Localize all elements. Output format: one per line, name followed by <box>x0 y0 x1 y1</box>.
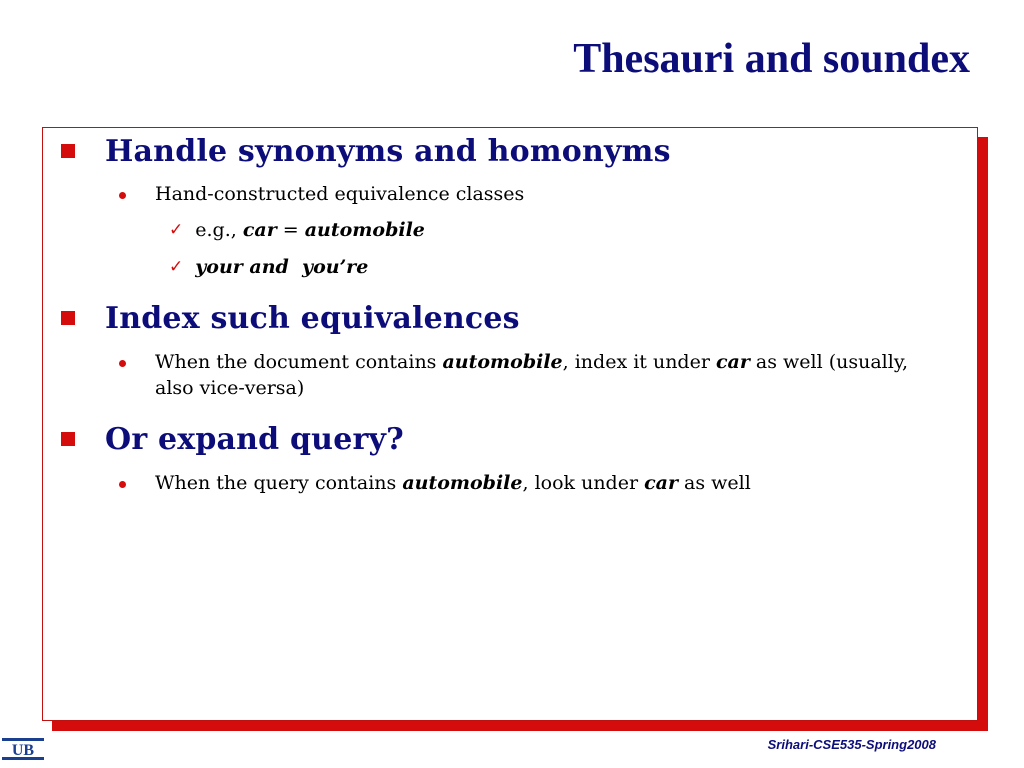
red-dot-icon <box>119 481 126 488</box>
check-item-text: your and you’re <box>195 256 369 278</box>
red-square-icon <box>61 432 75 446</box>
red-dot-icon <box>119 192 126 199</box>
check-prefix: e.g., <box>195 219 243 241</box>
equals-sign: = <box>276 219 305 241</box>
content-panel <box>42 127 978 721</box>
text-segment: as well <box>677 472 751 494</box>
sub-bullet-query-contains <box>119 470 925 496</box>
term-automobile: automobile <box>442 351 563 373</box>
sub-bullet-text <box>155 470 925 496</box>
term-automobile: automobile <box>402 472 523 494</box>
bullet-index-equivalences <box>61 301 520 336</box>
term-car: car <box>644 472 678 494</box>
bullet-text: Index such equivalences <box>105 301 520 336</box>
ub-logo <box>2 736 44 762</box>
red-dot-icon <box>119 360 126 367</box>
sub-bullet-text <box>155 349 925 401</box>
bullet-handle-synonyms <box>61 134 671 169</box>
text-segment: When the query contains <box>155 472 403 494</box>
bullet-text: Handle synonyms and homonyms <box>105 134 671 169</box>
checkmark-icon: ✓ <box>169 257 184 277</box>
sub-bullet-document-contains <box>119 349 925 401</box>
text-segment: , look under <box>522 472 645 494</box>
term-automobile: automobile <box>304 219 425 241</box>
check-item-text <box>195 217 425 243</box>
text-segment: , index it under <box>562 351 716 373</box>
check-item-car-automobile <box>169 217 425 243</box>
check-item-your-youre <box>169 254 368 280</box>
term-car: car <box>715 351 750 373</box>
sub-bullet-equivalence-classes <box>119 181 925 207</box>
term-car: car <box>242 219 277 241</box>
slide-title: Thesauri and soundex <box>573 36 970 82</box>
sub-bullet-text: Hand-constructed equivalence classes <box>155 183 525 205</box>
text-segment: as well (usually, also vice-versa) <box>155 351 909 399</box>
red-square-icon <box>61 144 75 158</box>
svg-text:UB: UB <box>11 742 35 759</box>
text-segment: When the document contains <box>155 351 443 373</box>
checkmark-icon: ✓ <box>169 220 184 240</box>
red-square-icon <box>61 311 75 325</box>
slide-footer: Srihari-CSE535-Spring2008 <box>767 737 936 752</box>
bullet-expand-query <box>61 422 404 457</box>
bullet-text: Or expand query? <box>105 422 404 457</box>
